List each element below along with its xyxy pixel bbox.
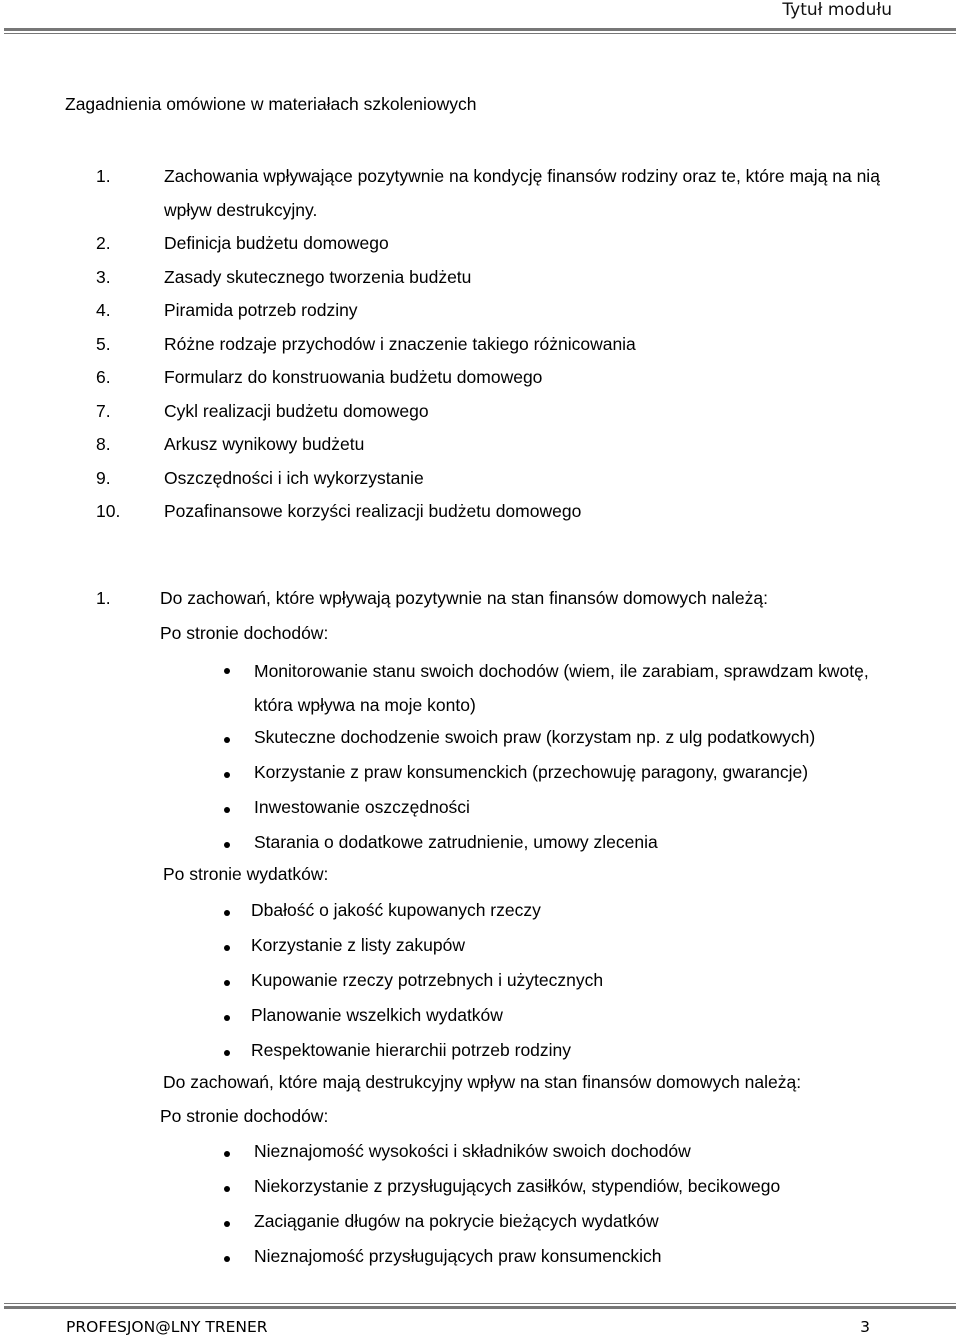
bullet-icon: [224, 668, 230, 674]
bullet-icon: [224, 1221, 230, 1227]
list-item-text: Piramida potrzeb rodziny: [164, 300, 358, 320]
list-item-number: 3.: [96, 266, 111, 287]
list-item-text: Różne rodzaje przychodów i znaczenie takiego różnicowania: [164, 333, 636, 354]
list-item-number: 8.: [96, 434, 111, 454]
list-item-text: Zaciąganie długów na pokrycie bieżących wydatków: [254, 1211, 659, 1231]
bullet-icon: [224, 1256, 230, 1262]
list-item: [0, 935, 960, 970]
list-item: [0, 832, 960, 867]
bullet-icon: [224, 772, 230, 778]
bullet-icon: [224, 737, 230, 743]
income-label: Po stronie dochodów:: [160, 623, 329, 643]
list-item: [0, 428, 960, 462]
list-item: [0, 495, 960, 529]
list-item-number: 10.: [96, 501, 121, 521]
list-item: [0, 900, 960, 935]
list-item-text: Oszczędności i ich wykorzystanie: [164, 467, 424, 488]
list-item: [0, 1040, 960, 1075]
list-item-text: Korzystanie z listy zakupów: [251, 935, 465, 955]
list-item-text: Definicja budżetu domowego: [164, 233, 389, 253]
list-item-text: Formularz do konstruowania budżetu domowego: [164, 367, 543, 387]
negative-income-label: Po stronie dochodów:: [160, 1106, 329, 1126]
bullet-icon: [224, 1015, 230, 1021]
list-item: [0, 1141, 960, 1176]
intro-heading: Zagadnienia omówione w materiałach szkoleniowych: [65, 94, 477, 114]
list-item: [0, 261, 960, 295]
list-item: [0, 328, 960, 362]
bullet-icon: [224, 980, 230, 986]
list-item-text: Skuteczne dochodzenie swoich praw (korzystam np. z ulg podatkowych): [254, 727, 816, 747]
list-item: [0, 395, 960, 429]
list-item-text: Inwestowanie oszczędności: [254, 797, 470, 817]
bullet-icon: [224, 910, 230, 916]
list-item-text: Zasady skutecznego tworzenia budżetu: [164, 266, 472, 287]
footer-rule: [4, 1303, 956, 1309]
list-item-text: Dbałość o jakość kupowanych rzeczy: [251, 900, 541, 920]
bullet-icon: [224, 1050, 230, 1056]
list-item-number: 2.: [96, 233, 111, 253]
list-item: [0, 227, 960, 261]
section-heading: Do zachowań, które wpływają pozytywnie na stan finansów domowych należą:: [160, 588, 768, 608]
topics-list: [0, 160, 960, 529]
header-title: Tytuł modułu: [782, 0, 892, 20]
list-item-text: Respektowanie hierarchii potrzeb rodziny: [251, 1040, 572, 1060]
expense-bullet-list: [0, 900, 960, 1075]
list-item: [0, 797, 960, 832]
list-item: [0, 1005, 960, 1040]
footer-text: PROFESJON@LNY TRENER: [66, 1318, 268, 1336]
list-item-text: Monitorowanie stanu swoich dochodów (wiem, ile zarabiam, sprawdzam kwotę, która wpływa na moje konto): [254, 661, 869, 715]
income-bullet-list: [0, 658, 960, 867]
bullet-icon: [224, 1151, 230, 1157]
section-number: 1.: [96, 588, 111, 608]
list-item-text: Kupowanie rzeczy potrzebnych i użytecznych: [251, 970, 604, 990]
list-item-number: 9.: [96, 467, 111, 488]
list-item-text: Korzystanie z praw konsumenckich (przechowuję paragony, gwarancje): [254, 762, 809, 782]
header-rule: [4, 28, 956, 34]
list-item-text: Niekorzystanie z przysługujących zasiłków, stypendiów, becikowego: [254, 1176, 781, 1196]
bullet-icon: [224, 842, 230, 848]
list-item: [0, 727, 960, 762]
list-item-number: 6.: [96, 367, 111, 387]
list-item: [0, 762, 960, 797]
list-item-text: Zachowania wpływające pozytywnie na kondycję finansów rodziny oraz te, które mają na nią wpływ destrukcyjny.: [164, 166, 880, 220]
bullet-icon: [224, 1186, 230, 1192]
list-item-number: 1.: [96, 166, 111, 186]
list-item-text: Nieznajomość wysokości i składników swoich dochodów: [254, 1141, 691, 1161]
list-item-text: Nieznajomość przysługujących praw konsumenckich: [254, 1246, 662, 1266]
list-item-number: 7.: [96, 400, 111, 421]
bullet-icon: [224, 945, 230, 951]
list-item: [0, 1211, 960, 1246]
list-item: [0, 294, 960, 328]
negative-income-bullet-list: [0, 1141, 960, 1281]
list-item: [0, 1176, 960, 1211]
bullet-icon: [224, 807, 230, 813]
negative-heading: Do zachowań, które mają destrukcyjny wpływ na stan finansów domowych należą:: [163, 1072, 802, 1092]
list-item: [0, 160, 960, 227]
list-item: [0, 658, 960, 727]
list-item: [0, 970, 960, 1005]
list-item: [0, 361, 960, 395]
expense-label: Po stronie wydatków:: [163, 864, 329, 884]
list-item: [0, 462, 960, 496]
page-number: 3: [860, 1318, 870, 1336]
list-item-number: 5.: [96, 333, 111, 354]
list-item-text: Pozafinansowe korzyści realizacji budżetu domowego: [164, 501, 582, 521]
list-item-text: Cykl realizacji budżetu domowego: [164, 400, 429, 421]
list-item-text: Arkusz wynikowy budżetu: [164, 434, 365, 454]
list-item-text: Planowanie wszelkich wydatków: [251, 1005, 503, 1025]
list-item-text: Starania o dodatkowe zatrudnienie, umowy zlecenia: [254, 832, 658, 852]
list-item-number: 4.: [96, 300, 111, 320]
list-item: [0, 1246, 960, 1281]
